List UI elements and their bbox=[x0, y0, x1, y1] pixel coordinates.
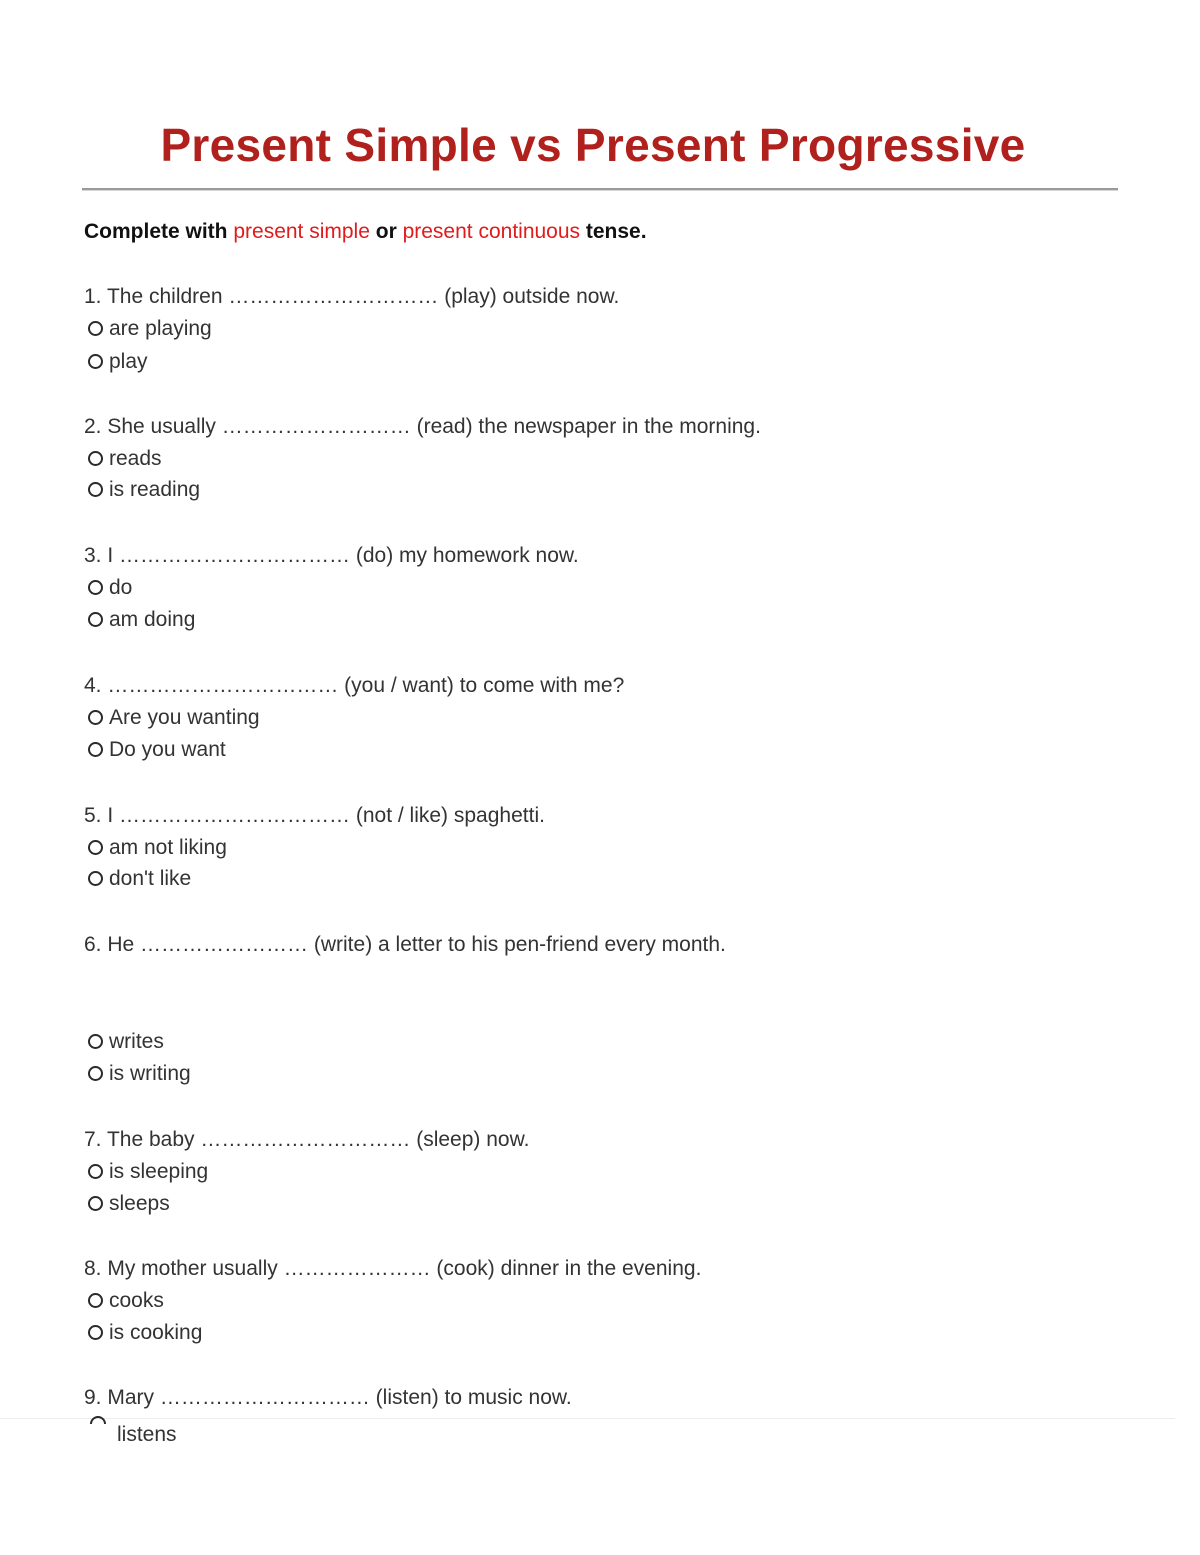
option-label: play bbox=[109, 350, 148, 373]
option-label: is reading bbox=[109, 478, 201, 501]
question-2: 2. She usually ……………………… (read) the newspaper in the morning. bbox=[84, 415, 761, 438]
page-break-line bbox=[0, 1418, 1175, 1419]
option-7a[interactable] bbox=[88, 1160, 208, 1184]
option-label: is sleeping bbox=[109, 1160, 209, 1183]
page-title: Present Simple vs Present Progressive bbox=[160, 119, 1026, 171]
option-3a[interactable] bbox=[88, 576, 132, 600]
option-label: am not liking bbox=[109, 836, 227, 859]
option-2a[interactable] bbox=[88, 447, 162, 471]
radio-circle-icon[interactable] bbox=[90, 1416, 106, 1424]
option-7b[interactable] bbox=[88, 1192, 170, 1216]
option-label: is cooking bbox=[109, 1321, 203, 1344]
radio-circle-icon[interactable] bbox=[88, 1196, 103, 1211]
instruction-suffix: tense. bbox=[580, 220, 647, 243]
instruction-middle: or bbox=[369, 220, 403, 243]
option-label: don't like bbox=[109, 867, 192, 890]
question-1: 1. The children ………………………… (play) outside now. bbox=[84, 285, 620, 308]
radio-circle-icon[interactable] bbox=[88, 871, 103, 886]
option-8a[interactable] bbox=[88, 1289, 164, 1313]
title-divider bbox=[82, 188, 1118, 191]
option-8b[interactable] bbox=[88, 1321, 202, 1345]
question-5: 5. I …………………………… (not / like) spaghetti. bbox=[84, 804, 545, 827]
radio-circle-icon[interactable] bbox=[88, 354, 103, 369]
option-label: sleeps bbox=[109, 1192, 170, 1215]
radio-circle-icon[interactable] bbox=[88, 1034, 103, 1049]
option-label: Do you want bbox=[109, 738, 226, 761]
option-label: are playing bbox=[109, 317, 212, 340]
radio-circle-icon[interactable] bbox=[88, 710, 103, 725]
radio-circle-icon[interactable] bbox=[88, 1325, 103, 1340]
question-3: 3. I …………………………… (do) my homework now. bbox=[84, 544, 579, 567]
option-6a[interactable] bbox=[88, 1030, 164, 1054]
question-9: 9. Mary ………………………… (listen) to music now. bbox=[84, 1386, 572, 1409]
instruction-term-present-simple: present simple bbox=[233, 220, 370, 243]
instruction-term-present-continuous: present continuous bbox=[402, 220, 581, 243]
option-label: reads bbox=[109, 447, 162, 470]
radio-circle-icon[interactable] bbox=[88, 840, 103, 855]
radio-circle-icon[interactable] bbox=[88, 1164, 103, 1179]
radio-circle-icon[interactable] bbox=[88, 482, 103, 497]
option-label: Are you wanting bbox=[109, 706, 260, 729]
question-6: 6. He …………………… (write) a letter to his pen-friend every month. bbox=[84, 933, 726, 956]
option-1a[interactable] bbox=[88, 317, 212, 341]
option-2b[interactable] bbox=[88, 478, 200, 502]
instruction-prefix: Complete with bbox=[84, 220, 234, 243]
option-3b[interactable] bbox=[88, 608, 195, 632]
option-label: do bbox=[109, 576, 133, 599]
option-5a[interactable] bbox=[88, 836, 227, 860]
radio-circle-icon[interactable] bbox=[88, 580, 103, 595]
option-5b[interactable] bbox=[88, 867, 191, 891]
question-8: 8. My mother usually ………………… (cook) dinner in the evening. bbox=[84, 1257, 702, 1280]
question-7: 7. The baby ………………………… (sleep) now. bbox=[84, 1128, 530, 1151]
option-label: is writing bbox=[109, 1062, 191, 1085]
radio-circle-icon[interactable] bbox=[88, 321, 103, 336]
radio-circle-icon[interactable] bbox=[88, 1066, 103, 1081]
option-6b[interactable] bbox=[88, 1062, 191, 1086]
radio-circle-icon[interactable] bbox=[88, 1293, 103, 1308]
option-label: cooks bbox=[109, 1289, 164, 1312]
radio-circle-icon[interactable] bbox=[88, 451, 103, 466]
option-1b[interactable] bbox=[88, 350, 148, 374]
question-4: 4. …………………………… (you / want) to come with me? bbox=[84, 674, 625, 697]
radio-circle-icon[interactable] bbox=[88, 612, 103, 627]
option-9a[interactable] bbox=[117, 1423, 177, 1447]
option-4a[interactable] bbox=[88, 706, 260, 730]
radio-circle-icon[interactable] bbox=[88, 742, 103, 757]
option-label: listens bbox=[117, 1423, 177, 1446]
option-label: writes bbox=[109, 1030, 164, 1053]
option-label: am doing bbox=[109, 608, 196, 631]
option-4b[interactable] bbox=[88, 738, 226, 762]
instruction bbox=[84, 220, 647, 244]
